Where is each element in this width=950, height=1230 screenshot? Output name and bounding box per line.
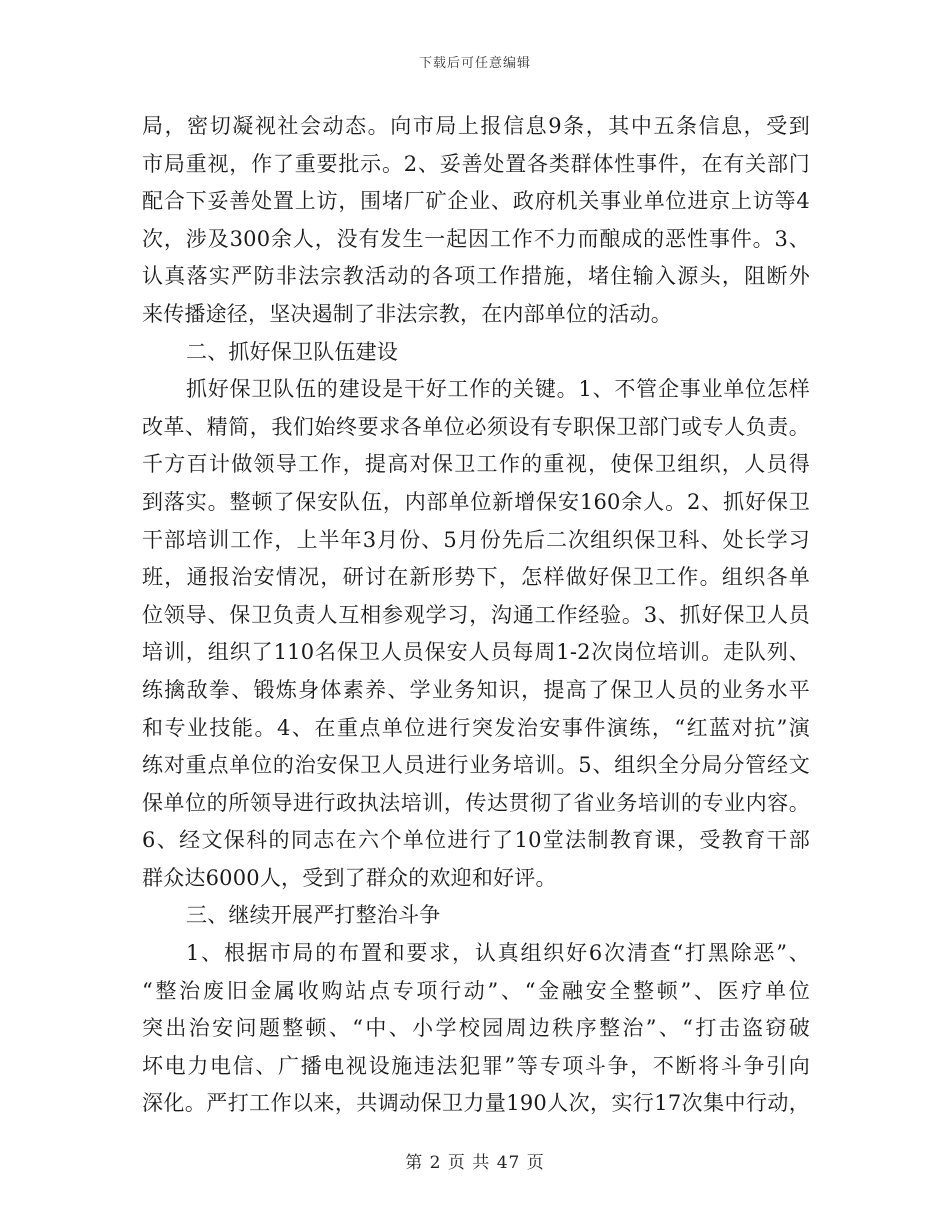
text-line: 干部培训工作，上半年3月份、5月份先后二次组织保卫科、处长学习: [142, 527, 810, 552]
text-line: “整治废旧金属收购站点专项行动”、“金融安全整顿”、医疗单位: [142, 978, 810, 1003]
text-line: 深化。严打工作以来，共调动保卫力量190人次，实行17次集中行动，: [142, 1091, 810, 1116]
text-line: 6、经文保科的同志在六个单位进行了10堂法制教育课，受教育干部: [142, 828, 810, 853]
text-line: 来传播途径，坚决遏制了非法宗教，在内部单位的活动。: [142, 301, 672, 326]
text-line: 突出治安问题整顿、“中、小学校园周边秩序整治”、“打击盗窃破: [142, 1016, 810, 1041]
text-line: 局，密切凝视社会动态。向市局上报信息9条，其中五条信息，受到: [142, 114, 810, 138]
section-heading: 二、抓好保卫队伍建设: [186, 339, 398, 364]
text-line: 次，涉及300余人，没有发生一起因工作不力而酿成的恶性事件。3、: [142, 226, 810, 251]
text-line: 位领导、保卫负责人互相参观学习，沟通工作经验。3、抓好保卫人员: [142, 602, 810, 627]
text-line: 练对重点单位的治安保卫人员进行业务培训。5、组织全分局分管经文: [142, 753, 810, 778]
section-heading: 三、继续开展严打整治斗争: [186, 903, 441, 928]
page-footer: 第 2 页 共 47 页: [405, 1153, 545, 1173]
text-line: 市局重视，作了重要批示。2、妥善处置各类群体性事件，在有关部门: [142, 151, 810, 176]
text-line: 千方百计做领导工作，提高对保卫工作的重视，使保卫组织，人员得: [142, 452, 810, 477]
text-line: 坏电力电信、广播电视设施违法犯罪”等专项斗争，不断将斗争引向: [142, 1053, 810, 1078]
text-line: 和专业技能。4、在重点单位进行突发治安事件演练，“红蓝对抗”演: [142, 715, 810, 740]
text-line: 群众达6000人，受到了群众的欢迎和好评。: [142, 865, 557, 890]
text-line: 培训，组织了110名保卫人员保安人员每周1-2次岗位培训。走队列、: [142, 640, 810, 665]
text-line: 班，通报治安情况，研讨在新形势下，怎样做好保卫工作。组织各单: [142, 565, 810, 590]
text-line: 保单位的所领导进行政执法培训，传达贯彻了省业务培训的专业内容。: [142, 790, 810, 815]
text-line: 认真落实严防非法宗教活动的各项工作措施，堵住输入源头，阻断外: [142, 264, 810, 289]
text-line: 配合下妥善处置上访，围堵厂矿企业、政府机关事业单位进京上访等4: [142, 189, 810, 214]
text-line: 练擒敌拳、锻炼身体素养、学业务知识，提高了保卫人员的业务水平: [142, 677, 810, 702]
page-header: 下载后可任意编辑: [418, 56, 531, 71]
text-line: 到落实。整顿了保安队伍，内部单位新增保安160余人。2、抓好保卫: [142, 489, 810, 514]
text-line: 改革、精简，我们始终要求各单位必须设有专职保卫部门或专人负责。: [142, 414, 810, 439]
text-line: 抓好保卫队伍的建设是干好工作的关键。1、不管企事业单位怎样: [186, 377, 810, 402]
text-line: 1、根据市局的布置和要求，认真组织好6次清查“打黑除恶”、: [186, 941, 810, 966]
document-body: [142, 108, 810, 1123]
